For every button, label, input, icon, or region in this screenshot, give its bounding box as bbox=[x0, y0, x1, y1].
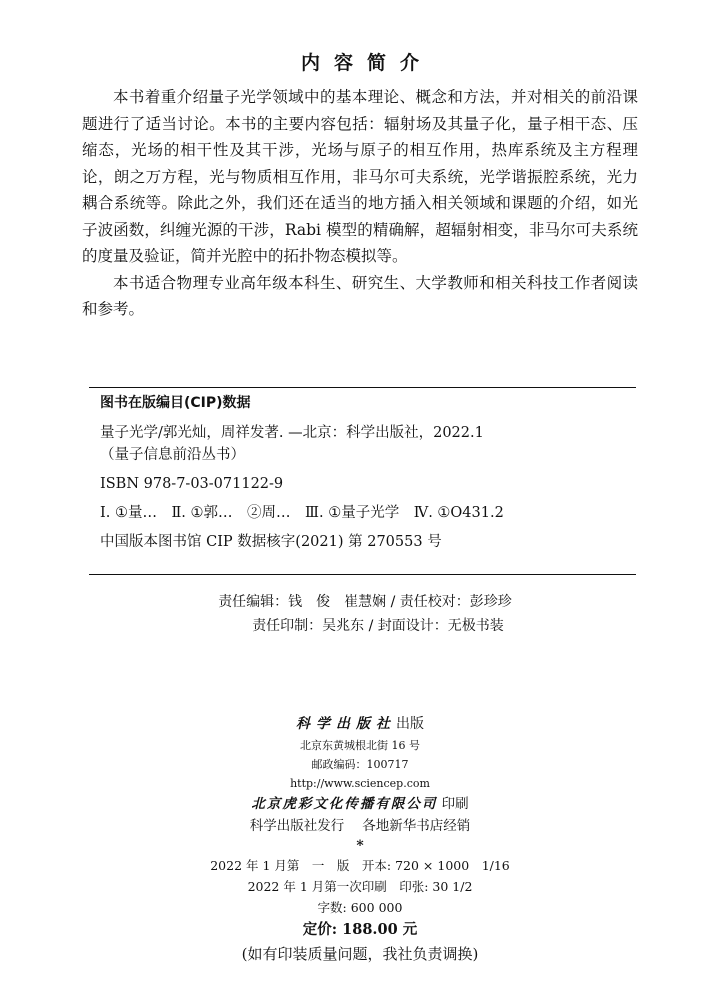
edition-line: 2022 年 1 月第 一 版 开本: 720 × 1000 1/16 bbox=[210, 858, 510, 873]
press-address: 北京东黄城根北街 16 号 bbox=[300, 739, 420, 752]
press-logo: 科学出版社 bbox=[296, 716, 396, 732]
quality-notice: (如有印装质量问题，我社负责调换) bbox=[241, 945, 479, 963]
distribution-bookstores: 各地新华书店经销 bbox=[362, 818, 471, 834]
press-suffix: 出版 bbox=[396, 716, 424, 732]
printer-logo: 北京虎彩文化传播有限公司 bbox=[251, 796, 438, 812]
distribution-line bbox=[0, 815, 720, 837]
distribution-publisher: 科学出版社发行 bbox=[249, 818, 345, 834]
summary-body bbox=[82, 84, 638, 323]
price: 定价: 188.00 元 bbox=[302, 921, 418, 938]
credits-block bbox=[0, 590, 720, 638]
summary-paragraph: 本书着重介绍量子光学领域中的基本理论、概念和方法，并对相关的前沿课题进行了适当讨论。本书的主要内容包括：辐射场及其量子化，量子相干态、压缩态，光场的相干性及其干涉，光场与原子的相互作用，热库系统及主方程理论，朗之万方程，光与物质相互作用，非马尔可夫系统，光学谐振腔系统，光力耦合系统等。除此之外，我们还在适当的地方插入相关领域和课题的介绍，如光子波函数，纠缠光源的干涉，Rabi 模型的精确解，超辐射相变，非马尔可夫系统的度量及验证，简并光腔中的拓扑物态模拟等。 bbox=[82, 88, 638, 265]
publisher-block bbox=[0, 712, 720, 966]
cip-number: 中国版本图书馆 CIP 数据核字(2021) 第 270553 号 bbox=[100, 534, 442, 550]
cip-classification: Ⅰ. ①量… Ⅱ. ①郭… ②周… Ⅲ. ①量子光学 Ⅳ. ①O431.2 bbox=[100, 505, 504, 521]
press-postcode: 邮政编码：100717 bbox=[311, 758, 409, 771]
cip-isbn: ISBN 978-7-03-071122-9 bbox=[100, 476, 284, 492]
press-website: http://www.sciencep.com bbox=[290, 777, 430, 790]
credits-editors: 责任编辑：钱 俊 崔慧娴 / 责任校对：彭珍珍 bbox=[218, 594, 512, 610]
summary-paragraph: 本书适合物理专业高年级本科生、研究生、大学教师和相关科技工作者阅读和参考。 bbox=[82, 273, 638, 318]
cip-title-line: 量子光学/郭光灿，周祥发著. —北京：科学出版社，2022.1 bbox=[100, 425, 484, 441]
separator-star: * bbox=[356, 838, 364, 854]
printer-line bbox=[0, 793, 720, 815]
cip-top-rule bbox=[89, 387, 636, 388]
printer-suffix: 印刷 bbox=[441, 796, 469, 812]
cip-block bbox=[100, 392, 630, 553]
cip-series-line: （量子信息前沿丛书） bbox=[100, 447, 245, 463]
word-count: 字数: 600 000 bbox=[317, 900, 403, 915]
cip-heading: 图书在版编目(CIP)数据 bbox=[100, 395, 251, 411]
printing-line: 2022 年 1 月第一次印刷 印张: 30 1/2 bbox=[247, 879, 473, 894]
press-line bbox=[0, 712, 720, 736]
credits-production: 责任印制：吴兆东 / 封面设计：无极书装 bbox=[252, 618, 504, 634]
cip-bottom-rule bbox=[89, 574, 636, 575]
summary-title: 内容简介 bbox=[300, 52, 433, 74]
